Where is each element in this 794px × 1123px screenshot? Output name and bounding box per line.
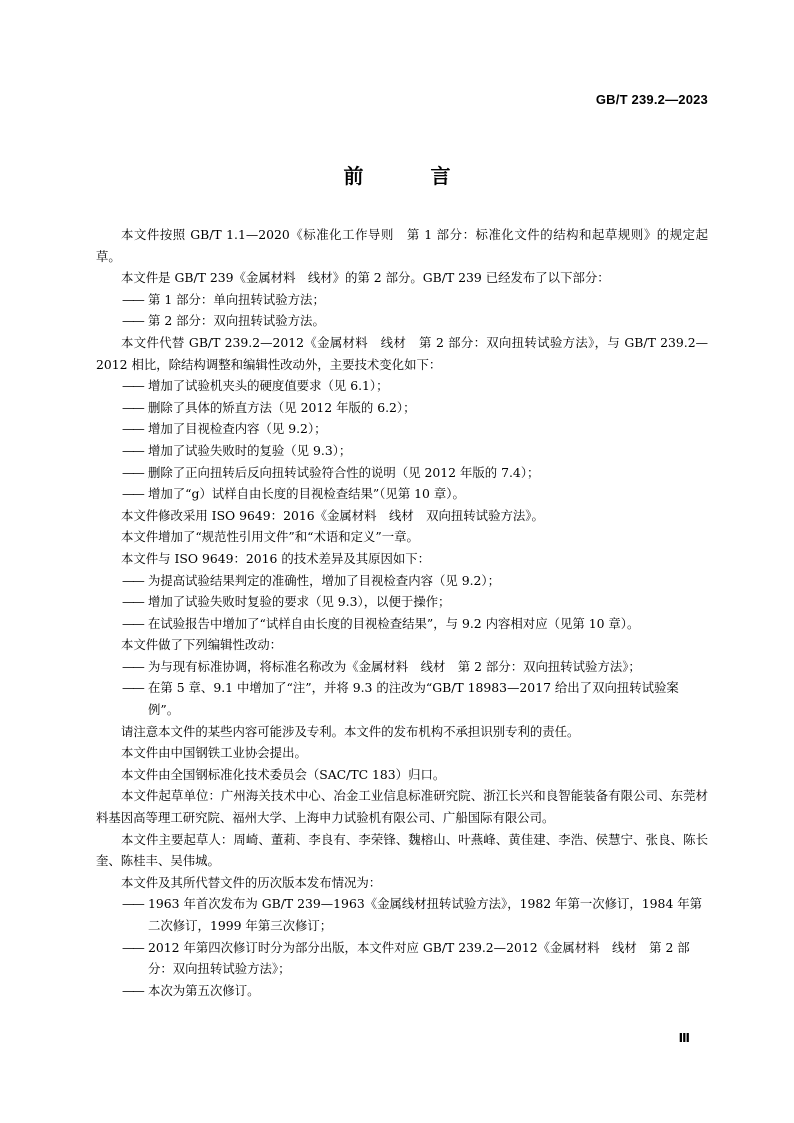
- list-item-text: 第 1 部分：单向扭转试验方法；: [148, 291, 325, 307]
- paragraph: 本文件做了下列编辑性改动：: [121, 637, 283, 653]
- list-dash: ——: [122, 658, 143, 674]
- paragraph: 本文件主要起草人：周崎、董莉、李良有、李荣锋、魏榕山、叶燕峰、黄佳建、李浩、侯慧宁、张良、陈长奎、陈桂丰、吴伟城。: [96, 831, 708, 869]
- list-item: [96, 440, 708, 462]
- list-item-text: 增加了“g）试样自由长度的目视检查结果”（见第 10 章）。: [148, 486, 465, 502]
- list-item: [96, 677, 708, 720]
- page-number: Ⅲ: [678, 1031, 690, 1045]
- list-item-text: 为与现有标准协调，将标准名称改为《金属材料 线材 第 2 部分：双向扭转试验方法》；: [148, 658, 641, 674]
- list-item-text: 本次为第五次修订。: [148, 982, 260, 998]
- list-item-text: 1963 年首次发布为 GB/T 239—1963《金属线材扭转试验方法》，1982 年第一次修订，1984 年第二次修订，1999 年第三次修订；: [148, 896, 703, 933]
- list-dash: ——: [122, 313, 143, 329]
- list-dash: ——: [122, 982, 143, 998]
- paragraph: 本文件由全国钢标准化技术委员会（SAC/TC 183）归口。: [121, 766, 446, 782]
- list-item-text: 增加了试验失败时复验的要求（见 9.3），以便于操作；: [148, 594, 451, 610]
- list-item-text: 增加了目视检查内容（见 9.2）；: [148, 421, 327, 437]
- paragraph: 本文件按照 GB/T 1.1—2020《标准化工作导则 第 1 部分：标准化文件的结构和起草规则》的规定起草。: [96, 227, 708, 264]
- list-item: [96, 893, 708, 936]
- list-item: [96, 591, 708, 613]
- list-item-text: 为提高试验结果判定的准确性，增加了目视检查内容（见 9.2）；: [148, 572, 500, 588]
- list-item-text: 增加了试验失败时的复验（见 9.3）；: [148, 442, 352, 458]
- list-dash: ——: [122, 464, 143, 480]
- list-item: [96, 613, 708, 635]
- list-item: [96, 570, 708, 592]
- list-item-text: 删除了正向扭转后反向扭转试验符合性的说明（见 2012 年版的 7.4）；: [148, 464, 540, 480]
- list-item: [96, 937, 708, 980]
- list-dash: ——: [122, 939, 143, 955]
- foreword-body: [96, 224, 708, 1001]
- list-dash: ——: [122, 291, 143, 307]
- standard-number-header: GB/T 239.2—2023: [595, 92, 708, 107]
- paragraph: 本文件增加了“规范性引用文件”和“术语和定义”一章。: [121, 529, 419, 545]
- list-item: [96, 310, 708, 332]
- list-item-text: 2012 年第四次修订时分为部分出版，本文件对应 GB/T 239.2—2012《金属材料 线材 第 2 部分：双向扭转试验方法》；: [148, 939, 690, 977]
- paragraph: 本文件及其所代替文件的历次版本发布情况为：: [121, 874, 382, 890]
- list-item-text: 在第 5 章、9.1 中增加了“注”，并将 9.3 的注改为“GB/T 18983—2017 给出了双向扭转试验案例”。: [148, 680, 679, 718]
- paragraph: 本文件起草单位：广州海关技术中心、冶金工业信息标准研究院、浙江长兴和良智能装备有限公司、东莞材料基因高等理工研究院、福州大学、上海申力试验机有限公司、广船国际有限公司。: [96, 788, 708, 826]
- paragraph: 本文件与 ISO 9649：2016 的技术差异及其原因如下：: [121, 550, 431, 566]
- list-item: [96, 462, 708, 484]
- list-item: [96, 289, 708, 311]
- list-item-text: 增加了试验机夹头的硬度值要求（见 6.1）；: [148, 378, 389, 394]
- paragraph: 本文件是 GB/T 239《金属材料 线材》的第 2 部分。GB/T 239 已经发布了以下部分：: [121, 270, 610, 286]
- list-item: [96, 980, 708, 1002]
- list-item: [96, 397, 708, 419]
- list-dash: ——: [122, 572, 143, 588]
- list-dash: ——: [122, 442, 143, 458]
- list-item: [96, 375, 708, 397]
- page-title: 前 言: [343, 164, 481, 188]
- list-dash: ——: [122, 486, 143, 502]
- list-item-text: 删除了具体的矫直方法（见 2012 年版的 6.2）；: [148, 399, 416, 415]
- list-dash: ——: [122, 896, 143, 912]
- paragraph: 本文件修改采用 ISO 9649：2016《金属材料 线材 双向扭转试验方法》。: [121, 507, 544, 523]
- list-dash: ——: [122, 680, 143, 696]
- list-item: [96, 418, 708, 440]
- list-item-text: 在试验报告中增加了“试样自由长度的目视检查结果”，与 9.2 内容相对应（见第 10 章）。: [148, 615, 640, 631]
- list-item: [96, 483, 708, 505]
- paragraph: 请注意本文件的某些内容可能涉及专利。本文件的发布机构不承担识别专利的责任。: [121, 723, 580, 739]
- list-dash: ——: [122, 421, 143, 437]
- paragraph: 本文件由中国钢铁工业协会提出。: [121, 745, 307, 761]
- list-dash: ——: [122, 378, 143, 394]
- list-dash: ——: [122, 399, 143, 415]
- list-dash: ——: [122, 594, 143, 610]
- list-item-text: 第 2 部分：双向扭转试验方法。: [148, 313, 325, 329]
- paragraph: 本文件代替 GB/T 239.2—2012《金属材料 线材 第 2 部分：双向扭转试验方法》，与 GB/T 239.2—2012 相比，除结构调整和编辑性改动外，主要技术变化如下：: [96, 334, 708, 372]
- list-item: [96, 656, 708, 678]
- list-dash: ——: [122, 615, 143, 631]
